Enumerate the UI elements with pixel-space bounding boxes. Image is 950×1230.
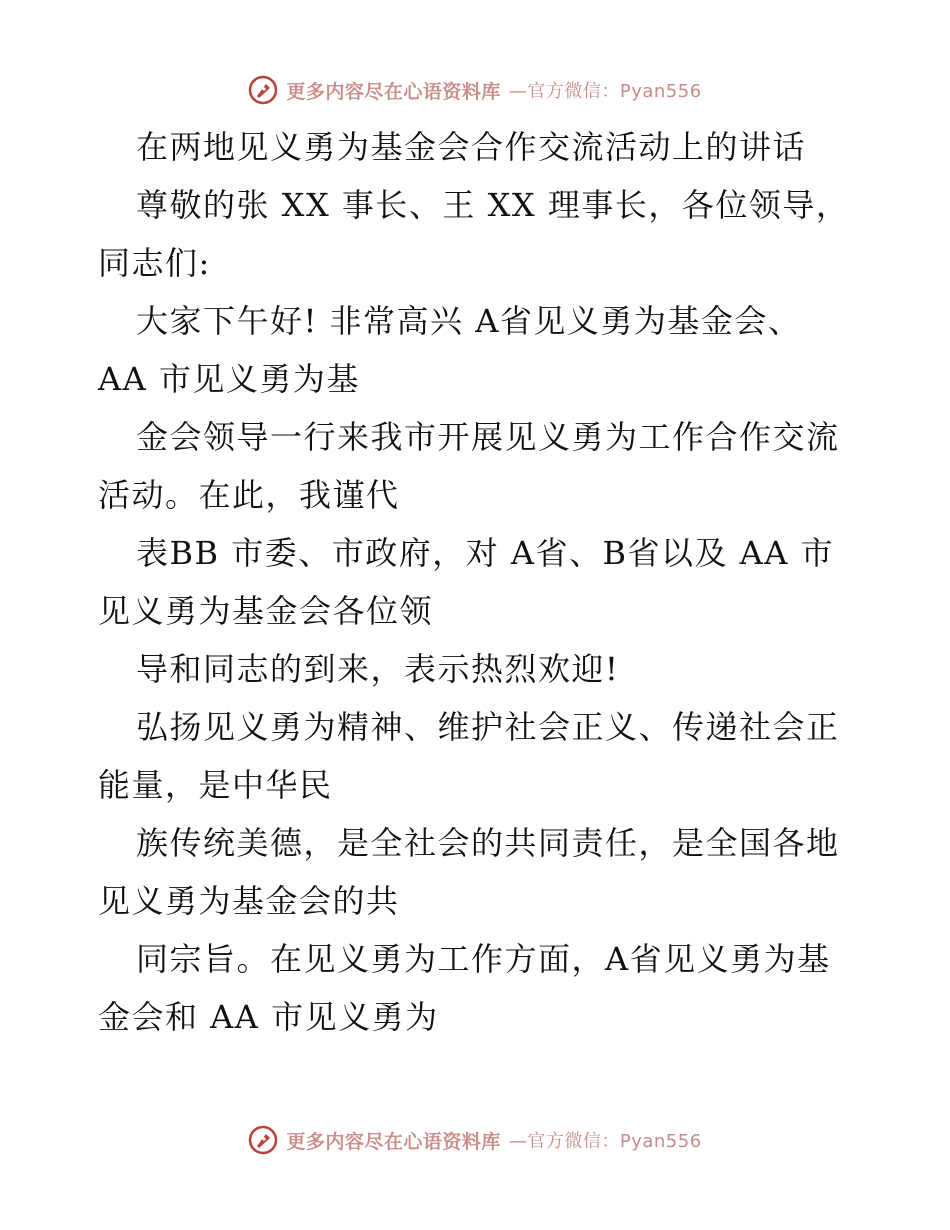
text-line: 尊敬的张 XX 事长、王 XX 理事长，各位领导， [136,186,850,224]
pen-nib-circle-icon [248,1125,278,1155]
banner-main-text: 更多内容尽在心语资料库 [286,1130,501,1153]
text-line: 族传统美德，是全社会的共同责任，是全国各地 [136,824,840,862]
text-line: 能量，是中华民 [98,766,333,804]
text-line: 表BB 市委、市政府，对 A省、B省以及 AA 市 [136,534,835,572]
document-title: 在两地见义勇为基金会合作交流活动上的讲话 [136,128,807,166]
banner-main-text: 更多内容尽在心语资料库 [286,80,501,103]
text-line: 弘扬见义勇为精神、维护社会正义、传递社会正 [136,708,840,746]
text-line: 大家下午好! 非常高兴 A省见义勇为基金会、 [136,302,802,340]
footer-banner [0,1120,950,1160]
pen-nib-circle-icon [248,75,278,105]
text-line: 同宗旨。在见义勇为工作方面，A省见义勇为基 [136,940,831,978]
text-line: 见义勇为基金会各位领 [98,592,434,630]
text-line: 见义勇为基金会的共 [98,882,400,920]
banner-contact-text: —官方微信：Pyan556 [508,1131,702,1152]
text-line: AA 市见义勇为基 [98,360,360,398]
header-banner [0,70,950,110]
text-line: 同志们: [98,244,211,282]
text-line: 导和同志的到来，表示热烈欢迎! [136,650,620,688]
text-line: 活动。在此，我谨代 [98,476,400,514]
text-line: 金会和 AA 市见义勇为 [98,998,439,1036]
text-line: 金会领导一行来我市开展见义勇为工作合作交流 [136,418,840,456]
banner-contact-text: —官方微信：Pyan556 [508,81,702,102]
